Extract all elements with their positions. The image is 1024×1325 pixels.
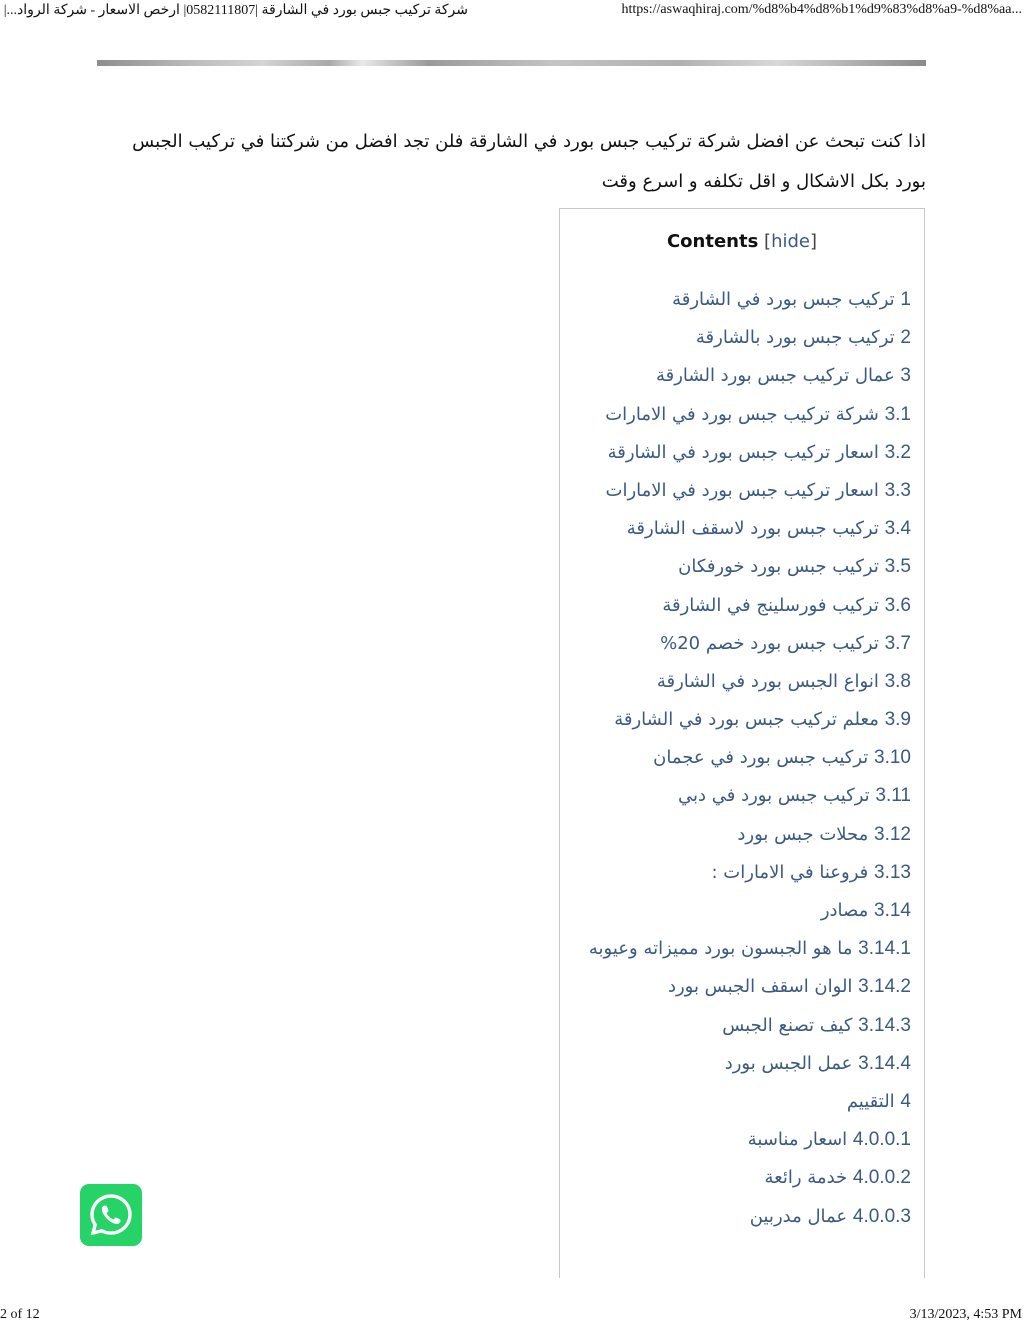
table-of-contents <box>559 208 925 1278</box>
toc-item[interactable] <box>560 779 911 817</box>
toc-item[interactable] <box>560 1161 911 1199</box>
toc-item-label: تركيب جبس بورد في الشارقة <box>672 289 895 310</box>
toc-item-label: انواع الجبس بورد في الشارقة <box>656 670 879 692</box>
print-page-title: شركة تركيب جبس بورد في الشارقة |0582111807| ارخص الاسعار - شركة الرواد...| <box>3 3 468 18</box>
toc-item[interactable] <box>560 359 911 397</box>
toc-item-label: الوان اسقف الجبس بورد <box>667 976 853 998</box>
toc-item[interactable] <box>560 932 911 970</box>
toc-toggle <box>764 231 817 252</box>
toc-item[interactable] <box>560 856 911 894</box>
toc-hide-link[interactable]: hide <box>771 231 810 252</box>
toc-item-label: عمل الجبس بورد <box>724 1052 853 1074</box>
toc-item-number: 3.14 <box>874 900 911 921</box>
toc-item[interactable] <box>560 1200 911 1238</box>
toc-item-label: تركيب جبس بورد بالشارقة <box>695 327 895 349</box>
toc-item-label: تركيب جبس بورد خصم 20% <box>660 632 879 654</box>
toc-item[interactable] <box>560 398 911 436</box>
toc-item-label: تركيب جبس بورد في دبي <box>678 785 870 807</box>
toc-item-number: 3.11 <box>875 785 911 807</box>
toc-item[interactable] <box>560 703 911 741</box>
toc-item-number: 3.14.1 <box>858 938 911 960</box>
toc-item[interactable] <box>560 474 911 512</box>
whatsapp-icon <box>87 1191 135 1239</box>
toc-item[interactable] <box>560 665 911 703</box>
toc-item-number: 3.12 <box>874 823 911 845</box>
toc-item-label: كيف تصنع الجبس <box>722 1014 853 1036</box>
intro-paragraph: اذا كنت تبحث عن افضل شركة تركيب جبس بورد في الشارقة فلن تجد افضل من شركتنا في تركيب الجبس بورد بكل الاشكال و اقل تكلفه و اسرع وقت <box>132 131 926 192</box>
whatsapp-button[interactable] <box>80 1184 142 1246</box>
toc-item[interactable] <box>560 1123 911 1161</box>
toc-item-label: فروعنا في الامارات : <box>711 861 869 883</box>
toc-item-label: تركيب جبس بورد لاسقف الشارقة <box>626 518 879 540</box>
toc-item-number: 4 <box>900 1090 911 1112</box>
toc-item[interactable] <box>560 894 911 932</box>
toc-item-label: عمال تركيب جبس بورد الشارقة <box>655 365 895 387</box>
toc-item[interactable] <box>560 1047 911 1085</box>
toc-item[interactable] <box>560 627 911 665</box>
toc-item-label: ما هو الجبسون بورد مميزاته وعيوبه <box>588 938 853 960</box>
toc-item-number: 3.7 <box>884 632 911 654</box>
toc-item-label: تركيب جبس بورد خورفكان <box>678 556 879 578</box>
toc-item[interactable] <box>560 1009 911 1047</box>
toc-item-number: 1 <box>900 289 911 310</box>
toc-item-label: التقييم <box>846 1090 895 1112</box>
toc-item-number: 3.5 <box>884 556 911 578</box>
toc-item-number: 2 <box>900 327 911 349</box>
toc-item[interactable] <box>560 283 911 321</box>
toc-item-label: اسعار تركيب جبس بورد في الامارات <box>605 479 879 501</box>
toc-item[interactable] <box>560 818 911 856</box>
toc-item-number: 3.4 <box>884 518 911 540</box>
toc-item[interactable] <box>560 970 911 1008</box>
toc-item-number: 3.14.3 <box>858 1014 911 1036</box>
toc-item-label: خدمة رائعة <box>764 1167 848 1189</box>
print-header <box>0 0 1024 22</box>
print-page-number: 2 of 12 <box>0 1307 40 1322</box>
toc-item-label: تركيب فورسلينج في الشارقة <box>662 594 879 616</box>
toc-item-number: 4.0.0.1 <box>852 1129 911 1151</box>
toc-item[interactable] <box>560 321 911 359</box>
toc-item-label: اسعار تركيب جبس بورد في الشارقة <box>607 441 879 463</box>
toc-item[interactable] <box>560 512 911 550</box>
print-date: 3/13/2023, 4:53 PM <box>909 1307 1022 1322</box>
toc-item-number: 3.10 <box>874 747 911 769</box>
toc-item-label: محلات جبس بورد <box>737 823 869 845</box>
toc-item-label: عمال مدربين <box>749 1205 848 1227</box>
toc-item-label: شركة تركيب جبس بورد في الامارات <box>605 403 879 425</box>
toc-item-label: مصادر <box>820 900 869 921</box>
toc-item[interactable] <box>560 741 911 779</box>
toc-item[interactable] <box>560 436 911 474</box>
toc-item[interactable] <box>560 589 911 627</box>
toc-header <box>560 231 924 252</box>
toc-item-number: 3.14.2 <box>858 976 911 998</box>
toc-item-number: 3 <box>900 365 911 387</box>
toc-item-label: تركيب جبس بورد في عجمان <box>653 747 869 769</box>
toc-item-number: 4.0.0.3 <box>852 1205 911 1227</box>
toc-list <box>560 283 911 1238</box>
toc-item-number: 3.8 <box>884 670 911 692</box>
toc-bracket-open: [ <box>764 231 772 252</box>
toc-title: Contents <box>666 231 759 252</box>
print-page-url: https://aswaqhiraj.com/%d8%b4%d8%b1%d9%83%d8%a9-%d8%aa... <box>621 2 1022 17</box>
toc-item[interactable] <box>560 550 911 588</box>
toc-item-label: معلم تركيب جبس بورد في الشارقة <box>614 709 879 731</box>
featured-image-bottom-edge <box>97 60 926 66</box>
toc-item-number: 3.9 <box>884 709 911 731</box>
toc-item-number: 3.13 <box>874 861 911 883</box>
toc-item-number: 3.2 <box>884 441 911 463</box>
toc-bracket-close: ] <box>810 231 818 252</box>
toc-item-number: 4.0.0.2 <box>852 1167 911 1189</box>
toc-item-number: 3.14.4 <box>858 1052 911 1074</box>
toc-item-number: 3.3 <box>884 479 911 501</box>
print-footer <box>0 1303 1024 1325</box>
toc-item[interactable] <box>560 1085 911 1123</box>
toc-item-label: اسعار مناسبة <box>747 1129 848 1151</box>
toc-item-number: 3.6 <box>884 594 911 616</box>
toc-item-number: 3.1 <box>884 403 911 425</box>
